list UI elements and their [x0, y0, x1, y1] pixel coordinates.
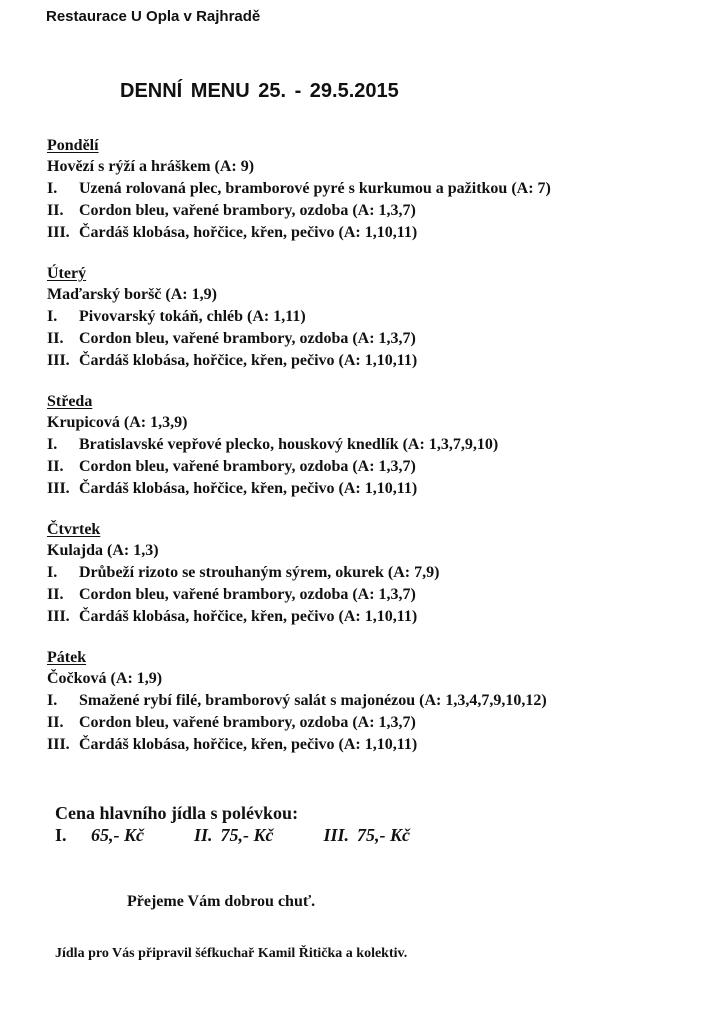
price-value: 75,- Kč [220, 825, 274, 845]
day-section [47, 392, 697, 500]
dish-numeral: II. [47, 586, 64, 603]
price-value: 65,- Kč [91, 825, 144, 845]
restaurant-name: Restaurace U Opla v Rajhradě [46, 8, 261, 25]
dish-item [47, 690, 697, 712]
price-row [55, 825, 410, 846]
price-item-2 [194, 825, 274, 846]
day-section [47, 648, 697, 756]
dish-numeral: II. [47, 202, 64, 219]
dish-text: Čardáš klobása, hořčice, křen, pečivo (A: 1,10,11) [79, 608, 418, 625]
dish-numeral: III. [47, 480, 70, 497]
soup-item: Čočková (A: 1,9) [47, 670, 163, 687]
dish-text: Cordon bleu, vařené brambory, ozdoba (A: 1,3,7) [79, 202, 416, 219]
dish-item [47, 606, 697, 628]
dish-text: Čardáš klobása, hořčice, křen, pečivo (A: 1,10,11) [79, 224, 418, 241]
price-numeral: I. [55, 825, 67, 845]
dish-item [47, 734, 697, 756]
dish-text: Smažené rybí filé, bramborový salát s majonézou (A: 1,3,4,7,9,10,12) [79, 692, 547, 709]
dish-item [47, 178, 697, 200]
price-item-3 [324, 825, 411, 846]
day-name: Středa [47, 393, 93, 410]
dish-item [47, 306, 697, 328]
dish-text: Čardáš klobása, hořčice, křen, pečivo (A: 1,10,11) [79, 480, 418, 497]
dish-item [47, 562, 697, 584]
dish-item [47, 222, 697, 244]
dish-item [47, 712, 697, 734]
day-section [47, 520, 697, 628]
day-name: Úterý [47, 265, 87, 282]
dish-text: Uzená rolovaná plec, bramborové pyré s kurkumou a pažitkou (A: 7) [79, 180, 551, 197]
dish-numeral: II. [47, 458, 64, 475]
dish-text: Bratislavské vepřové plecko, houskový knedlík (A: 1,3,7,9,10) [79, 436, 499, 453]
dish-text: Cordon bleu, vařené brambory, ozdoba (A: 1,3,7) [79, 714, 416, 731]
dish-item [47, 584, 697, 606]
day-section [47, 136, 697, 244]
dish-item [47, 350, 697, 372]
wish-text: Přejeme Vám dobrou chuť. [127, 893, 316, 910]
dish-numeral: II. [47, 330, 64, 347]
dish-numeral: III. [47, 224, 70, 241]
days-list [47, 136, 697, 776]
dish-item [47, 478, 697, 500]
dish-text: Cordon bleu, vařené brambory, ozdoba (A: 1,3,7) [79, 458, 416, 475]
price-value: 75,- Kč [357, 825, 411, 845]
day-name: Pondělí [47, 137, 99, 154]
dish-numeral: I. [47, 308, 58, 325]
soup-item: Hovězí s rýží a hráškem (A: 9) [47, 158, 255, 175]
dish-text: Cordon bleu, vařené brambory, ozdoba (A: 1,3,7) [79, 330, 416, 347]
dish-text: Pivovarský tokáň, chléb (A: 1,11) [79, 308, 306, 325]
day-name: Pátek [47, 649, 87, 666]
price-item-1 [55, 825, 144, 846]
dish-numeral: I. [47, 436, 58, 453]
dish-numeral: I. [47, 692, 58, 709]
price-numeral: III. [323, 825, 350, 845]
dish-item [47, 434, 697, 456]
dish-numeral: III. [47, 352, 70, 369]
dish-text: Čardáš klobása, hořčice, křen, pečivo (A: 1,10,11) [79, 736, 418, 753]
dish-text: Čardáš klobása, hořčice, křen, pečivo (A: 1,10,11) [79, 352, 418, 369]
dish-item [47, 328, 697, 350]
day-name: Čtvrtek [47, 521, 101, 538]
dish-numeral: III. [47, 736, 70, 753]
price-numeral: II. [194, 825, 213, 845]
dish-text: Drůbeží rizoto se strouhaným sýrem, okurek (A: 7,9) [79, 564, 440, 581]
dish-item [47, 200, 697, 222]
dish-text: Cordon bleu, vařené brambory, ozdoba (A: 1,3,7) [79, 586, 416, 603]
dish-numeral: I. [47, 564, 58, 581]
soup-item: Kulajda (A: 1,3) [47, 542, 159, 559]
dish-numeral: III. [47, 608, 70, 625]
dish-item [47, 456, 697, 478]
dish-numeral: II. [47, 714, 64, 731]
price-heading: Cena hlavního jídla s polévkou: [55, 803, 299, 823]
menu-title: DENNÍ MENU 25. - 29.5.2015 [120, 80, 399, 102]
day-section [47, 264, 697, 372]
soup-item: Krupicová (A: 1,3,9) [47, 414, 188, 431]
dish-numeral: I. [47, 180, 58, 197]
footer-text: Jídla pro Vás připravil šéfkuchař Kamil Řitička a kolektiv. [55, 946, 408, 961]
soup-item: Maďarský boršč (A: 1,9) [47, 286, 217, 303]
